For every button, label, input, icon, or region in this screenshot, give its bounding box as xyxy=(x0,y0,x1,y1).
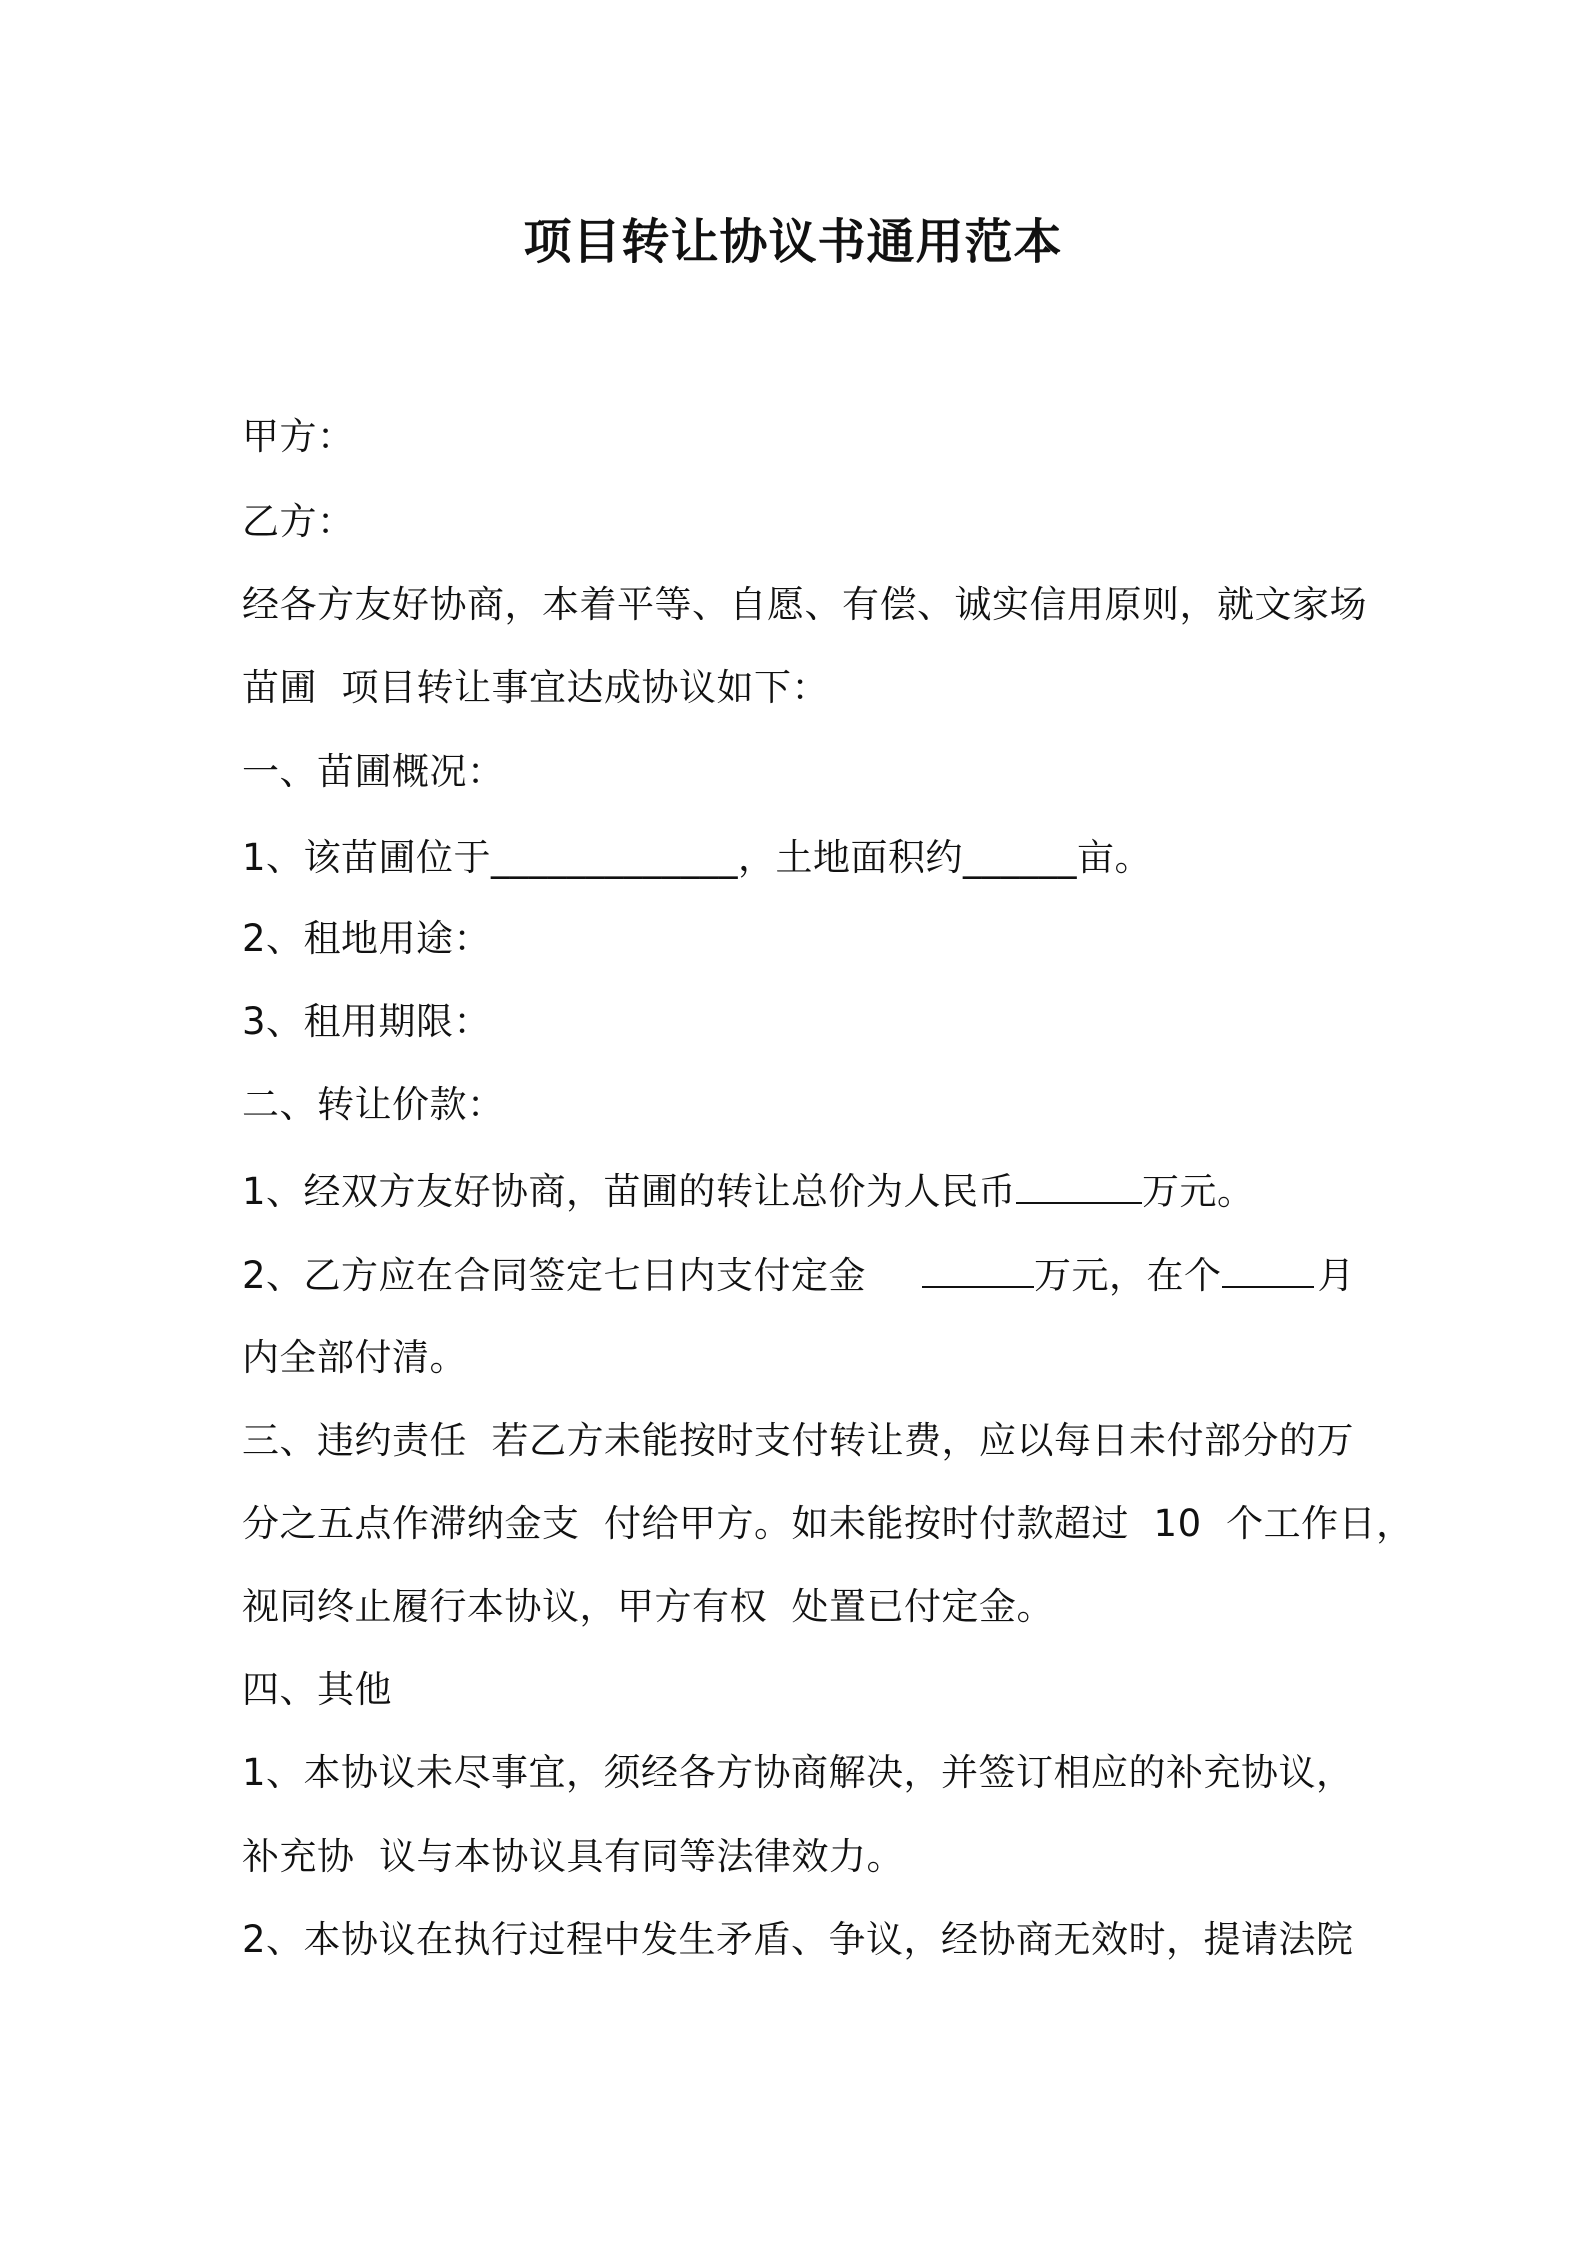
land-use-line: 2、租地用途： xyxy=(242,917,492,960)
lease-term-line: 3、租用期限： xyxy=(242,1000,492,1043)
other-clause-2-line-1: 2、本协议在执行过程中发生矛盾、争议，经协商无效时，提请法院 xyxy=(242,1918,1354,1961)
document-title: 项目转让协议书通用范本 xyxy=(523,214,1063,270)
section-1-heading: 一、苗圃概况： xyxy=(242,750,505,793)
deposit-unit-text: 万元，在个 xyxy=(1034,1254,1222,1297)
nursery-location-line: 1、该苗圃位于_____________，土地面积约______亩。 xyxy=(242,836,1153,879)
section-3-line-3: 视同终止履行本协议，甲方有权 处置已付定金。 xyxy=(242,1585,1055,1628)
deposit-text: 2、乙方应在合同签定七日内支付定金 xyxy=(242,1254,867,1297)
total-price-blank xyxy=(1016,1166,1142,1204)
party-b-line: 乙方： xyxy=(242,500,355,543)
total-price-text: 1、经双方友好协商，苗圃的转让总价为人民币 xyxy=(242,1170,1017,1213)
party-a-line: 甲方： xyxy=(242,415,355,458)
section-2-heading: 二、转让价款： xyxy=(242,1083,505,1126)
total-price-line xyxy=(242,1166,1255,1217)
total-price-unit: 万元。 xyxy=(1142,1170,1255,1213)
other-clause-1-line-1: 1、本协议未尽事宜，须经各方协商解决，并签订相应的补充协议， xyxy=(242,1751,1354,1794)
section-3-line-1: 三、违约责任 若乙方未能按时支付转让费，应以每日未付部分的万 xyxy=(242,1419,1355,1462)
preamble-line-2: 苗圃 项目转让事宜达成协议如下： xyxy=(242,666,830,709)
section-3-line-2: 分之五点作滞纳金支 付给甲方。如未能按时付款超过 10 个工作日， xyxy=(242,1502,1414,1545)
deposit-line xyxy=(242,1250,1355,1301)
payment-month-blank xyxy=(1222,1250,1314,1288)
preamble-line-1: 经各方友好协商，本着平等、自愿、有偿、诚实信用原则，就文家场 xyxy=(242,583,1367,626)
month-text: 月 xyxy=(1317,1254,1356,1297)
other-clause-1-line-2: 补充协 议与本协议具有同等法律效力。 xyxy=(242,1835,905,1878)
full-payment-line: 内全部付清。 xyxy=(242,1336,467,1379)
deposit-amount-blank xyxy=(922,1250,1034,1288)
section-4-heading: 四、其他 xyxy=(242,1668,392,1711)
